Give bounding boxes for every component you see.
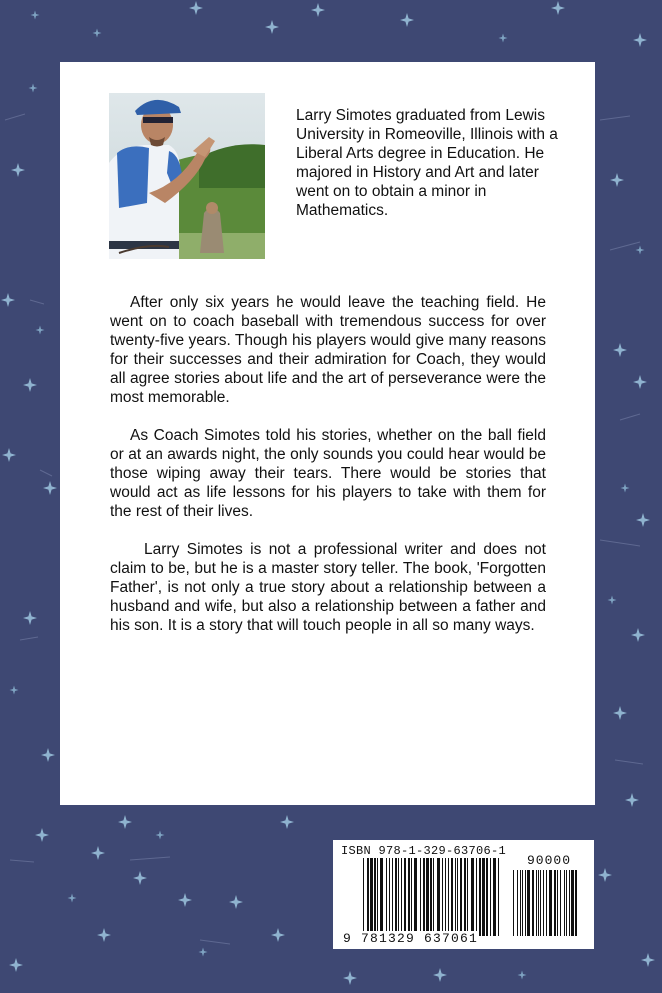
barcode-bar bbox=[451, 858, 453, 936]
paragraph-career: After only six years he would leave the teaching field. He went on to coach baseball with tremendous success for over twenty-five years. Though his players would give many reasons for their successes and their admiration for Coach, they would all agree stories about life and the art of perseverance were the most memorable. bbox=[110, 294, 546, 406]
barcode-bar bbox=[554, 870, 556, 936]
barcode-bar bbox=[479, 858, 481, 936]
barcode-bar bbox=[363, 858, 364, 936]
barcode-bar bbox=[538, 870, 539, 936]
barcode-bar bbox=[517, 870, 518, 936]
barcode-bar bbox=[398, 858, 399, 936]
barcode-bar bbox=[467, 858, 468, 936]
barcode-bar bbox=[520, 870, 521, 936]
barcode-bar bbox=[569, 870, 570, 936]
barcode-bar bbox=[464, 858, 466, 936]
barcode-bar bbox=[411, 858, 412, 936]
barcode-bar bbox=[532, 870, 534, 936]
barcode-bar bbox=[560, 870, 561, 936]
barcode-bar bbox=[437, 858, 440, 936]
isbn-label: ISBN 978-1-329-63706-1 bbox=[341, 844, 507, 858]
barcode-bar bbox=[423, 858, 425, 936]
barcode-bar bbox=[490, 858, 491, 936]
barcode-bar bbox=[536, 870, 537, 936]
barcode-bar bbox=[445, 858, 446, 936]
barcode-bar bbox=[549, 870, 552, 936]
barcode-bar bbox=[498, 858, 499, 936]
barcode-bar bbox=[482, 858, 485, 936]
barcode-bar bbox=[442, 858, 443, 936]
barcode-bar bbox=[571, 870, 574, 936]
barcode-bar bbox=[433, 858, 434, 936]
barcode-bar bbox=[566, 870, 567, 936]
barcode-bar bbox=[525, 870, 526, 936]
body-text bbox=[110, 293, 546, 654]
barcode-bar bbox=[448, 858, 449, 936]
barcode-bar bbox=[493, 858, 496, 936]
barcode-bar bbox=[370, 858, 373, 936]
barcode-bar bbox=[476, 858, 477, 936]
barcode-bar bbox=[377, 858, 378, 936]
barcode-bar bbox=[401, 858, 402, 936]
barcode-bar bbox=[522, 870, 523, 936]
barcode-bar bbox=[367, 858, 369, 936]
barcode-bar bbox=[575, 870, 577, 936]
barcode-bar bbox=[386, 858, 387, 936]
content-panel bbox=[60, 62, 595, 805]
barcode-bar bbox=[380, 858, 383, 936]
barcode-bar bbox=[430, 858, 432, 936]
barcode-bar bbox=[564, 870, 565, 936]
barcode-bar bbox=[414, 858, 417, 936]
barcode-bar bbox=[471, 858, 474, 936]
barcode-bar bbox=[374, 858, 376, 936]
ean-number: 9 781329 637061 bbox=[343, 931, 479, 946]
barcode-bar bbox=[486, 858, 488, 936]
barcode-bar bbox=[408, 858, 410, 936]
barcode-bar bbox=[540, 870, 541, 936]
barcode-bar bbox=[527, 870, 530, 936]
barcode-bar bbox=[557, 870, 558, 936]
barcode-bar bbox=[543, 870, 544, 936]
barcode-bar bbox=[392, 858, 393, 936]
author-photo bbox=[109, 93, 265, 259]
barcode-bar bbox=[513, 870, 514, 936]
barcode-bar bbox=[455, 858, 456, 936]
isbn-barcode bbox=[333, 840, 594, 949]
paragraph-book: Larry Simotes is not a professional writer and does not claim to be, but he is a master story teller. The book, 'Forgotten Father', is not only a true story about a relationship between a husband and wife, but also a relationship between a father and his son. It is a story that will touch people in all so many ways. bbox=[110, 541, 546, 634]
barcode-bar bbox=[389, 858, 390, 936]
barcode-bar bbox=[420, 858, 421, 936]
bio-intro: Larry Simotes graduated from Lewis University in Romeoville, Illinois with a Liberal Arts degree in Education. He majored in History and Art and later went on to obtain a minor in Mathematics. bbox=[296, 107, 558, 219]
price-code: 90000 bbox=[527, 853, 572, 868]
barcode-bar bbox=[457, 858, 458, 936]
paragraph-stories: As Coach Simotes told his stories, whether on the ball field or at an awards night, the only sounds you could hear would be those wiping away their tears. There would be stories that would act as life lessons for his players to take with them for the rest of their lives. bbox=[110, 427, 546, 520]
barcode-bar bbox=[460, 858, 462, 936]
barcode-bar bbox=[546, 870, 547, 936]
barcode-bar bbox=[404, 858, 406, 936]
barcode-bar bbox=[426, 858, 429, 936]
barcode-bar bbox=[395, 858, 397, 936]
